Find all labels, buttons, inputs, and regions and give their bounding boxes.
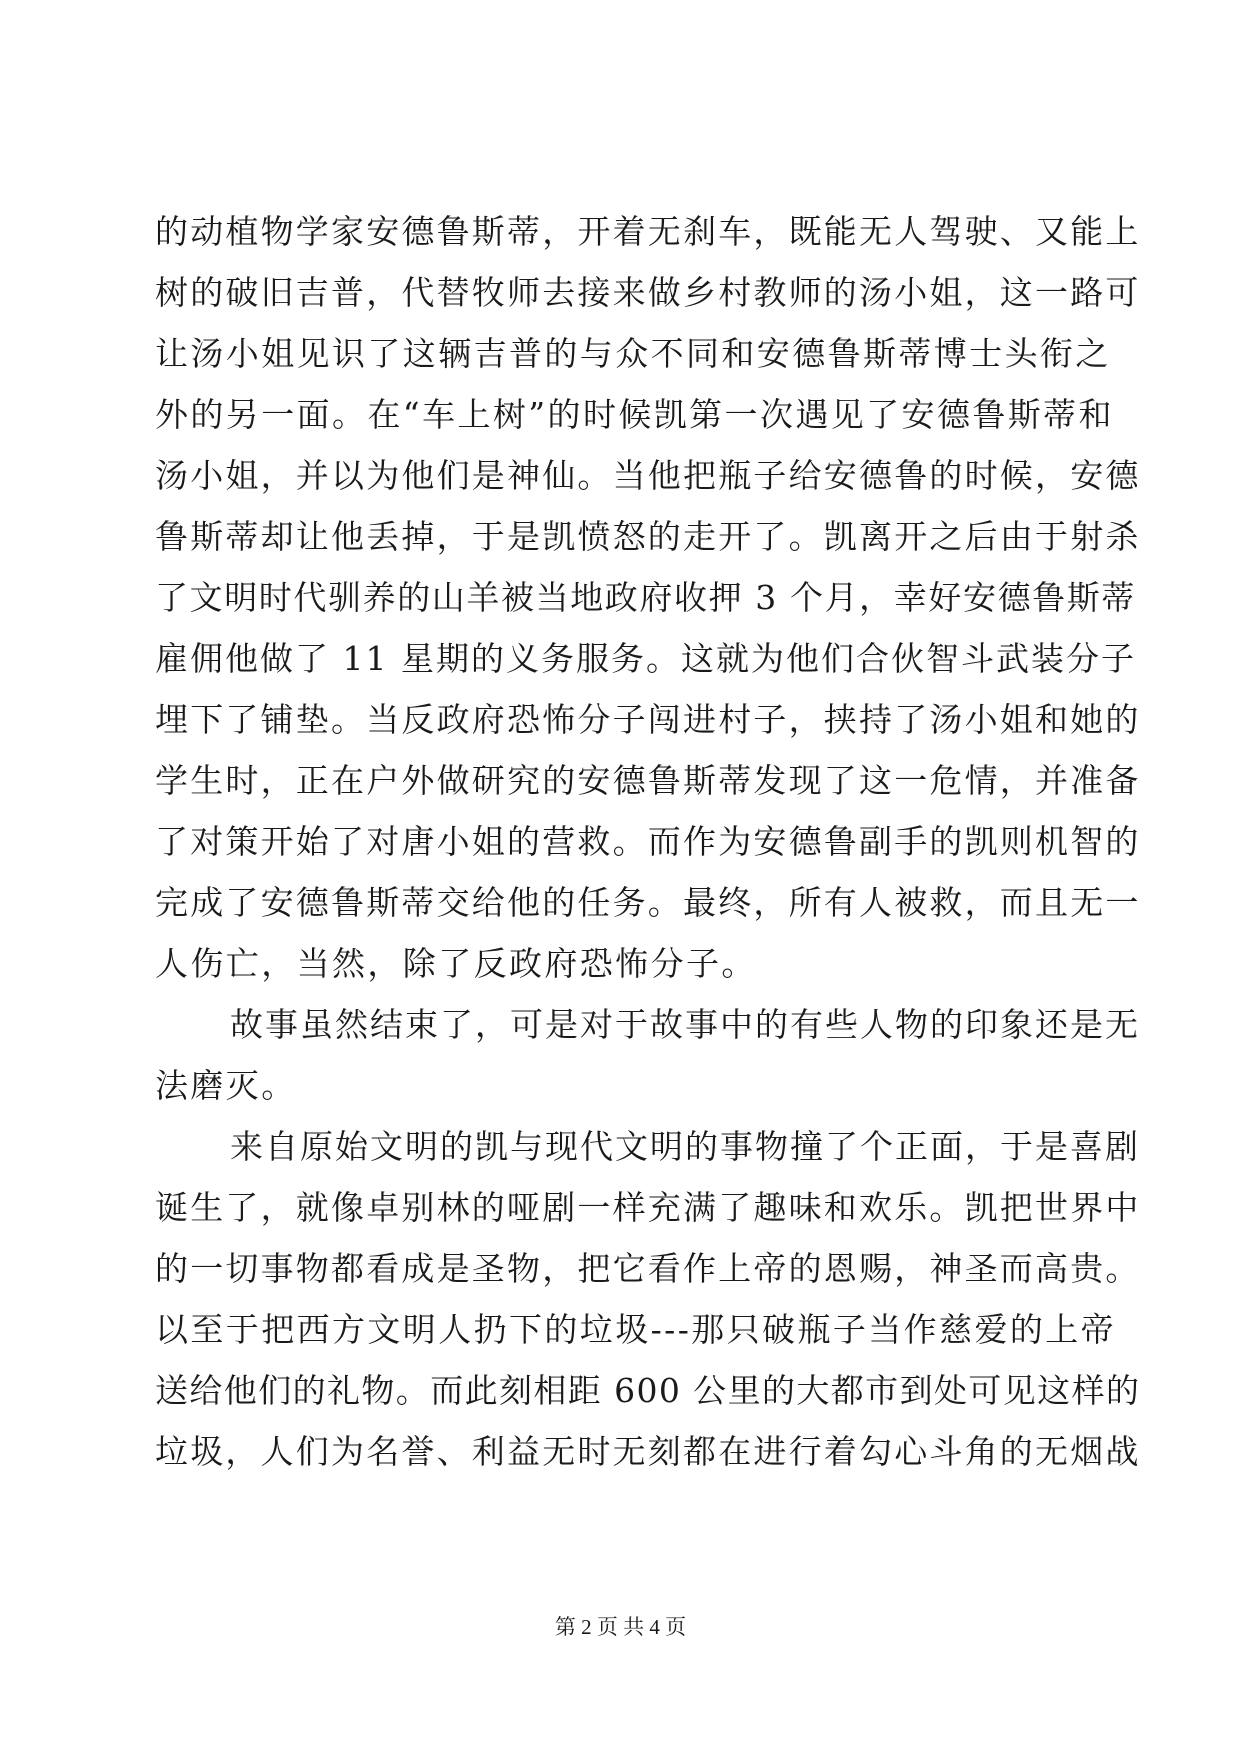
text-line: 人伤亡，当然，除了反政府恐怖分子。 <box>155 944 757 983</box>
page-number-footer: 第 2 页 共 4 页 <box>554 1615 687 1639</box>
text-line: 故事虽然结束了，可是对于故事中的有些人物的印象还是无 <box>230 1005 1140 1044</box>
text-line: 来自原始文明的凯与现代文明的事物撞了个正面，于是喜剧 <box>230 1127 1140 1166</box>
text-line: 了文明时代驯养的山羊被当地政府收押 3 个月，幸好安德鲁斯蒂 <box>155 578 1136 617</box>
text-line: 雇佣他做了 11 星期的义务服务。这就为他们合伙智斗武装分子 <box>155 639 1136 678</box>
text-line: 了对策开始了对唐小姐的营救。而作为安德鲁副手的凯则机智的 <box>155 822 1141 861</box>
text-line: 汤小姐，并以为他们是神仙。当他把瓶子给安德鲁的时候，安德 <box>155 456 1141 495</box>
text-line: 的一切事物都看成是圣物，把它看作上帝的恩赐，神圣而高贵。 <box>155 1249 1141 1288</box>
text-line: 让汤小姐见识了这辆吉普的与众不同和安德鲁斯蒂博士头衔之 <box>155 334 1111 373</box>
text-line: 学生时，正在户外做研究的安德鲁斯蒂发现了这一危情，并准备 <box>155 761 1141 800</box>
text-line: 诞生了，就像卓别林的哑剧一样充满了趣味和欢乐。凯把世界中 <box>155 1188 1141 1227</box>
text-line: 外的另一面。在“车上树”的时候凯第一次遇见了安德鲁斯蒂和 <box>155 395 1114 434</box>
text-line: 树的破旧吉普，代替牧师去接来做乡村教师的汤小姐，这一路可 <box>155 273 1141 312</box>
text-line: 埋下了铺垫。当反政府恐怖分子闯进村子，挟持了汤小姐和她的 <box>155 700 1141 739</box>
text-line: 以至于把西方文明人扔下的垃圾---那只破瓶子当作慈爱的上帝 <box>155 1310 1117 1349</box>
text-line: 垃圾，人们为名誉、利益无时无刻都在进行着勾心斗角的无烟战 <box>155 1432 1141 1471</box>
text-line: 鲁斯蒂却让他丢掉，于是凯愤怒的走开了。凯离开之后由于射杀 <box>155 517 1141 556</box>
text-line: 送给他们的礼物。而此刻相距 600 公里的大都市到处可见这样的 <box>155 1371 1141 1410</box>
text-line: 法磨灭。 <box>155 1066 297 1105</box>
text-line: 完成了安德鲁斯蒂交给他的任务。最终，所有人被救，而且无一 <box>155 883 1141 922</box>
text-line: 的动植物学家安德鲁斯蒂，开着无刹车，既能无人驾驶、又能上 <box>155 212 1141 251</box>
